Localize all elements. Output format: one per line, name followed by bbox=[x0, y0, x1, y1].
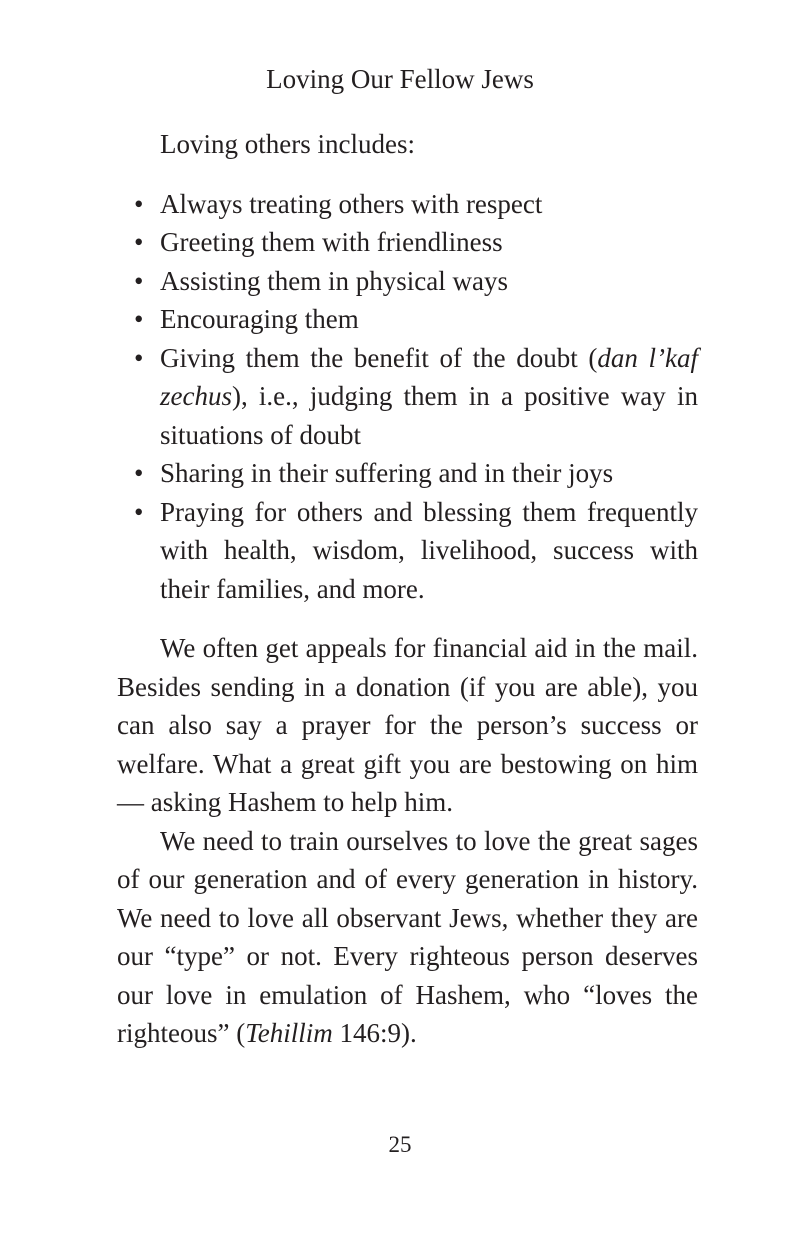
bullet-text: Always treating others with respect bbox=[160, 188, 543, 219]
bullet-item bbox=[117, 300, 698, 339]
bullet-icon: • bbox=[134, 342, 144, 373]
intro-line: Loving others includes: bbox=[160, 129, 415, 159]
bullet-icon: • bbox=[134, 304, 144, 334]
bullet-list bbox=[117, 185, 698, 609]
bullet-icon: • bbox=[134, 188, 144, 219]
paragraph-text-after: 146:9). bbox=[332, 1018, 417, 1048]
bullet-item bbox=[117, 223, 698, 262]
bullet-icon: • bbox=[134, 496, 144, 527]
bullet-text: Encouraging them bbox=[160, 304, 359, 334]
page-body bbox=[117, 125, 698, 1053]
bullet-text-before: Giving them the benefit of the doubt ( bbox=[160, 342, 598, 373]
bullet-text: Sharing in their suffering and in their joys bbox=[160, 458, 614, 488]
bullet-text-after: ), i.e., judging them in a positive way in situations of doubt bbox=[160, 381, 698, 450]
running-head: Loving Our Fellow Jews bbox=[266, 64, 534, 94]
body-paragraph bbox=[117, 822, 698, 1053]
body-paragraph: We often get appeals for financial aid in the mail. Besides sending in a donation (if you are able), you can also say a prayer for the person’s success or welfare. What a great gift you are bestowing on him — asking Hashem to help him. bbox=[117, 633, 698, 817]
bullet-item bbox=[117, 262, 698, 301]
bullet-icon: • bbox=[134, 227, 144, 257]
page-number: 25 bbox=[388, 1132, 412, 1157]
paragraph-text-before: We need to train ourselves to love the great sages of our generation and of every generation in history. We need to love all observant Jews, whether they are our “type” or not. Every righteous person deserves our love in emulation of Hashem, who “loves the righteous” ( bbox=[117, 825, 698, 1048]
bullet-item bbox=[117, 493, 698, 609]
source-title: Tehillim bbox=[245, 1018, 333, 1048]
bullet-text: Praying for others and blessing them frequently with health, wisdom, livelihood, success with their families, and more. bbox=[160, 496, 698, 604]
bullet-item bbox=[117, 454, 698, 493]
hebrew-term: dan l’kaf zechus bbox=[160, 342, 699, 411]
bullet-item bbox=[117, 339, 698, 455]
bullet-text: Assisting them in physical ways bbox=[160, 265, 508, 296]
bullet-icon: • bbox=[134, 265, 144, 296]
bullet-text: Greeting them with friendliness bbox=[160, 227, 503, 257]
bullet-item bbox=[117, 185, 698, 224]
bullet-icon: • bbox=[134, 458, 144, 488]
